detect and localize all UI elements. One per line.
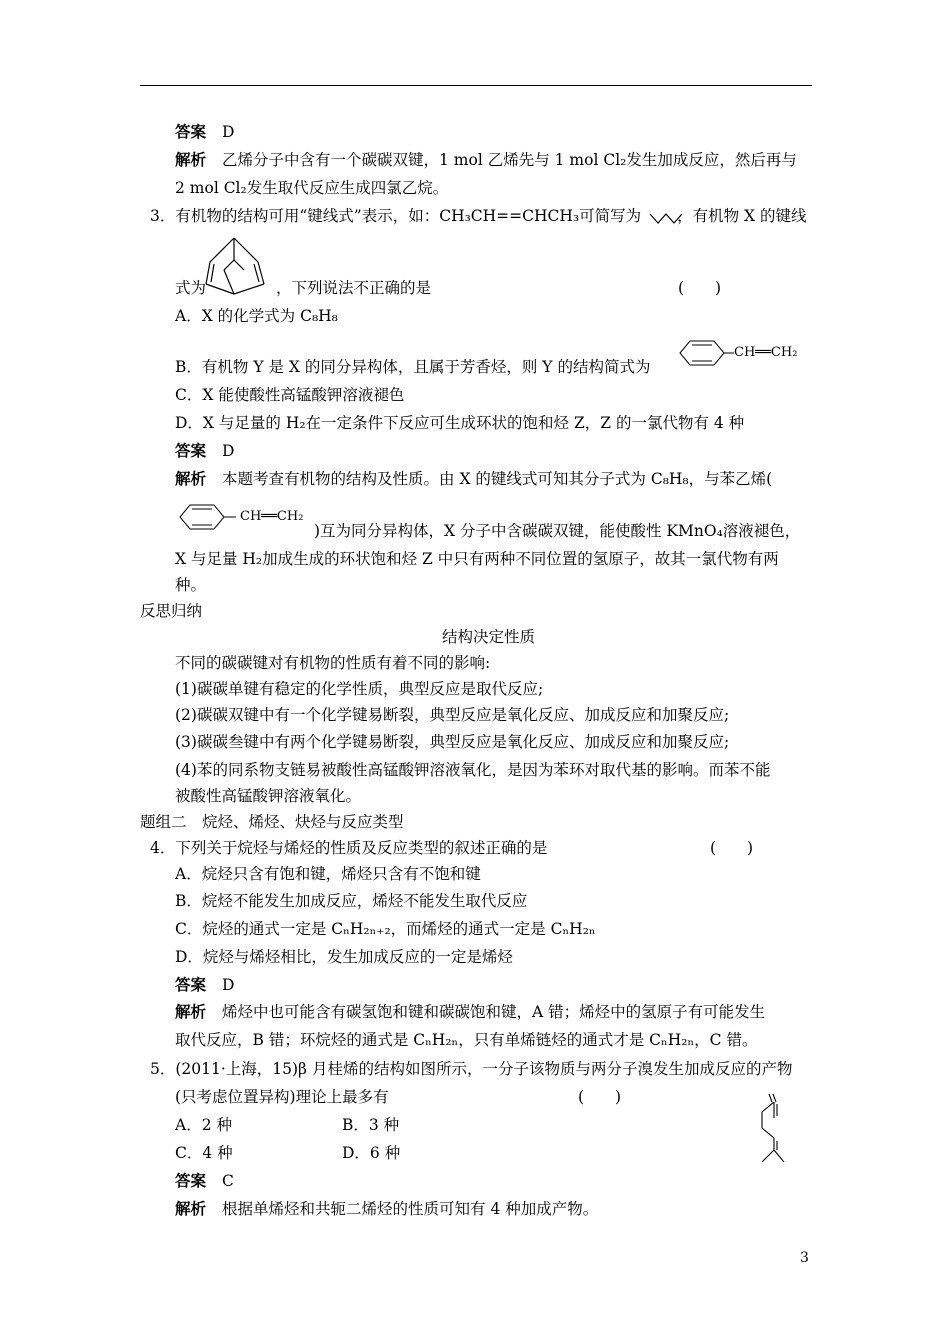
explanation-label: 解析 xyxy=(175,1003,207,1021)
explanation-text: 乙烯分子中含有一个碳碳双键，1 mol 乙烯先与 1 mol Cl₂发生加成反应，然后再与 xyxy=(222,151,797,169)
answer-label: 答案 xyxy=(175,123,207,141)
q3-option-a: A．X 的化学式为 C₈H₈ xyxy=(175,307,338,325)
reflection-point-3: (3)碳碳叁键中有两个化学键易断裂，典型反应是氧化反应、加成反应和加聚反应; xyxy=(175,733,730,751)
explanation-text: 本题考查有机物的结构及性质。由 X 的键线式可知其分子式为 C₈H₈，与苯乙烯( xyxy=(222,470,773,488)
header-rule xyxy=(140,85,812,86)
myrcene-structure-icon xyxy=(752,1092,792,1172)
answer-value: D xyxy=(222,976,235,994)
explanation-text: 烯烃中也可能含有碳氢饱和键和碳碳饱和键，A 错；烯烃中的氢原子有可能发生 xyxy=(222,1003,766,1021)
answer-label: 答案 xyxy=(175,1172,207,1190)
q5-option-d: D．6 种 xyxy=(342,1144,401,1162)
q4-stem: 4．下列关于烷烃与烯烃的性质及反应类型的叙述正确的是 xyxy=(150,839,548,857)
q4-option-a: A．烷烃只含有饱和键，烯烃只含有不饱和键 xyxy=(175,865,481,883)
q4-option-d: D．烷烃与烯烃相比，发生加成反应的一定是烯烃 xyxy=(175,948,513,966)
reflection-intro: 不同的碳碳键对有机物的性质有着不同的影响: xyxy=(175,654,491,672)
answer-value: D xyxy=(222,442,235,460)
explanation-label: 解析 xyxy=(175,1200,207,1218)
reflection-title: 结构决定性质 xyxy=(442,628,536,646)
q3-answer xyxy=(175,440,234,462)
styrene-label: CH══CH₂ xyxy=(734,345,798,360)
reflection-heading: 反思归纳 xyxy=(140,602,203,620)
q3-option-b: B．有机物 Y 是 X 的同分异构体，且属于芳香烃，则 Y 的结构简式为 xyxy=(175,358,651,376)
q4-answer-blank: ( ) xyxy=(710,839,754,857)
reflection-point-4b: 被酸性高锰酸钾溶液氧化。 xyxy=(175,787,362,805)
zigzag-structure-icon xyxy=(649,211,683,225)
reflection-point-4a: (4)苯的同系物支链易被酸性高锰酸钾溶液氧化，是因为苯环对取代基的影响。而苯不能 xyxy=(175,761,771,779)
answer-value: C xyxy=(222,1172,234,1190)
explanation-line-2: 2 mol Cl₂发生取代反应生成四氯乙烷。 xyxy=(175,179,449,197)
q3-option-c: C．X 能使酸性高锰酸钾溶液褪色 xyxy=(175,386,405,404)
q4-option-c: C．烷烃的通式一定是 CₙH₂ₙ₊₂，而烯烃的通式一定是 CₙH₂ₙ xyxy=(175,920,596,938)
explanation-line xyxy=(175,149,797,171)
q3-explanation-1 xyxy=(175,468,772,490)
q3-explanation-2: )互为同分异构体，X 分子中含碳碳双键，能使酸性 KMnO₄溶液褪色， xyxy=(314,522,801,540)
q5-option-b: B．3 种 xyxy=(342,1116,400,1134)
reflection-point-1: (1)碳碳单键有稳定的化学性质，典型反应是取代反应; xyxy=(175,680,544,698)
q5-answer-blank: ( ) xyxy=(578,1088,622,1106)
q3-explanation-4: 种。 xyxy=(175,576,207,594)
styrene-label-2: CH══CH₂ xyxy=(240,509,304,524)
reflection-point-2: (2)碳碳双键中有一个化学键易断裂，典型反应是氧化反应、加成反应和加聚反应; xyxy=(175,706,730,724)
q5-option-c: C．4 种 xyxy=(175,1144,233,1162)
q3-stem-1b: ，有机物 X 的键线 xyxy=(677,207,807,225)
q5-stem-1: 5．(2011·上海，15)β 月桂烯的结构如图所示，一分子该物质与两分子溴发生加成反应的产物 xyxy=(150,1060,793,1078)
page-number: 3 xyxy=(800,1250,809,1266)
explanation-label: 解析 xyxy=(175,470,207,488)
q4-explanation-2: 取代反应，B 错；环烷烃的通式是 CₙH₂ₙ，只有单烯链烃的通式才是 CₙH₂ₙ，C 错。 xyxy=(175,1031,758,1049)
q3-stem-2b: ，下列说法不正确的是 xyxy=(276,279,432,297)
q5-explanation xyxy=(175,1198,598,1220)
q3-stem-line-2 xyxy=(175,277,431,299)
q4-explanation-1 xyxy=(175,1001,765,1023)
q5-stem-2: (只考虑位置异构)理论上最多有 xyxy=(175,1088,389,1106)
styrene-structure-icon-2 xyxy=(170,502,250,532)
answer-line xyxy=(175,121,234,143)
explanation-text: 根据单烯烃和共轭二烯烃的性质可知有 4 种加成产物。 xyxy=(222,1200,599,1218)
explanation-label: 解析 xyxy=(175,151,207,169)
q3-option-d: D．X 与足量的 H₂在一定条件下反应可生成环状的饱和烃 Z，Z 的一氯代物有 4 种 xyxy=(175,414,745,432)
q4-option-b: B．烷烃不能发生加成反应，烯烃不能发生取代反应 xyxy=(175,892,528,910)
q3-stem-1a: 3．有机物的结构可用“键线式”表示，如：CH₃CH==CHCH₃可简写为 xyxy=(150,207,642,225)
group-heading: 题组二 烷烃、烯烃、炔烃与反应类型 xyxy=(140,813,404,831)
q3-explanation-3: X 与足量 H₂加成生成的环状饱和烃 Z 中只有两种不同位置的氢原子，故其一氯代物有两 xyxy=(175,550,779,568)
q3-answer-blank: ( ) xyxy=(678,279,722,297)
q3-stem-2a: 式为 xyxy=(175,279,207,297)
answer-label: 答案 xyxy=(175,976,207,994)
q4-answer xyxy=(175,974,234,996)
answer-label: 答案 xyxy=(175,442,207,460)
q5-answer xyxy=(175,1170,234,1192)
answer-value: D xyxy=(222,123,235,141)
q5-option-a: A．2 种 xyxy=(175,1116,232,1134)
q3-stem-line-1 xyxy=(150,205,807,227)
